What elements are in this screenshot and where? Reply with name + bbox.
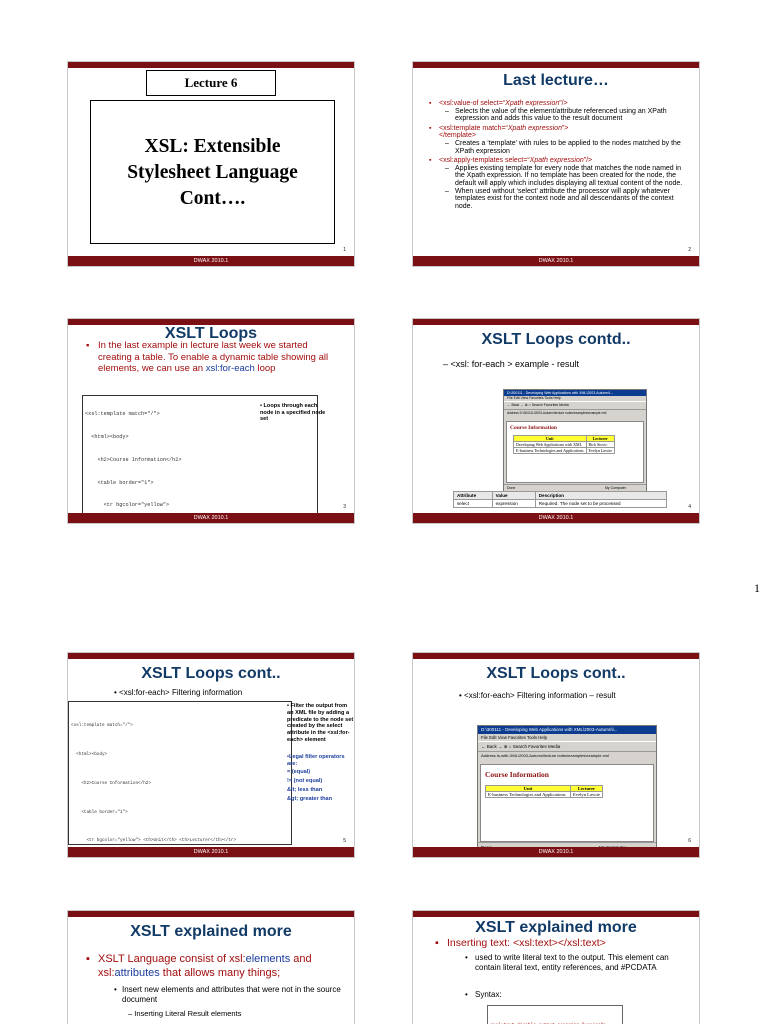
slide-footer bbox=[68, 847, 354, 857]
bullet-list bbox=[429, 100, 691, 210]
table-cell: Developing Web Applications with XML bbox=[514, 442, 587, 448]
slide-title: XSLT Loops cont.. bbox=[486, 665, 626, 682]
bullet-text: <xsl:value-of select=“ bbox=[439, 100, 506, 107]
subtitle: – <xsl: for-each > example - result bbox=[443, 359, 580, 369]
sub-bullet-text: Creates a ‘template’ with rules to be applied to the nodes matched by the XPath expression bbox=[455, 139, 681, 155]
code-line: <html><body> bbox=[71, 751, 108, 757]
bullet-marker: ▪ bbox=[429, 100, 432, 107]
header-cell: Attribute bbox=[454, 492, 493, 500]
bullet-item bbox=[435, 937, 606, 949]
bullet-emphasis: Xpath expression bbox=[505, 100, 560, 107]
table-cell: select bbox=[454, 500, 493, 508]
bullet-text: ”> bbox=[561, 124, 569, 132]
header-cell: Lecturer bbox=[586, 436, 614, 442]
zone-text: My Computer bbox=[604, 486, 626, 490]
subtitle: • <xsl:for-each> Filtering information – result bbox=[459, 691, 616, 700]
slide-title: XSLT explained more bbox=[130, 923, 292, 940]
bullet-marker: ▪ bbox=[429, 124, 432, 132]
sub-bullet bbox=[465, 953, 695, 973]
sub-bullet bbox=[429, 108, 691, 123]
table-header-row bbox=[454, 492, 667, 500]
title-line: Stylesheet Language bbox=[127, 162, 298, 183]
attribute-table bbox=[453, 491, 667, 508]
header-cell: Unit bbox=[514, 436, 587, 442]
slide-2 bbox=[412, 61, 700, 267]
operators-note: •Legal filter operators are: bbox=[287, 753, 345, 767]
slide-footer bbox=[413, 256, 699, 266]
slide-6 bbox=[412, 652, 700, 858]
status-text: Done bbox=[507, 486, 516, 490]
slide-number: 3 bbox=[343, 504, 346, 510]
bullet-marker: ▪ bbox=[435, 937, 439, 949]
slide-8 bbox=[412, 910, 700, 1024]
footer-text: DWAX 2010.1 bbox=[193, 849, 229, 855]
operator-item: = (equal) bbox=[287, 769, 311, 776]
bullet-text: </template> bbox=[439, 132, 476, 140]
operator-item: &gt; greater than bbox=[287, 795, 333, 802]
filter-note: • Filter the output from an XML file by adding a predicate to the node set created by the select attribute in the <xsl:for-each> element bbox=[287, 703, 354, 743]
code-line: <table border="1"> bbox=[71, 809, 128, 815]
bullet-text: Inserting text: <xsl:text></xsl:text> bbox=[447, 937, 606, 949]
sub-bullet bbox=[429, 188, 691, 211]
bullet-emphasis: Xpath expression bbox=[529, 157, 584, 165]
sub-bullet bbox=[114, 985, 352, 1005]
menu-bar: File Edit View Favorites Tools Help bbox=[507, 396, 561, 400]
slide-footer bbox=[413, 513, 699, 523]
sub-bullet-text: Syntax: bbox=[475, 990, 502, 999]
dash-marker: – bbox=[445, 164, 449, 172]
bullet-text: XSLT Language consist of xsl: bbox=[98, 953, 246, 965]
bullet-text: that allows many things; bbox=[159, 967, 281, 979]
dash-marker: – bbox=[445, 107, 449, 115]
sub-bullet-text: Selects the value of the element/attribute referenced using an XPath expression and adds this value to the result document bbox=[455, 107, 667, 123]
code-line: <tr bgcolor="yellow"> bbox=[85, 502, 170, 509]
header-cell: Unit bbox=[486, 786, 571, 792]
bullet-text: and xsl: bbox=[98, 953, 312, 979]
slide-footer bbox=[68, 513, 354, 523]
bullet-item bbox=[86, 952, 355, 980]
slide-3 bbox=[67, 318, 355, 524]
sub-bullet bbox=[429, 140, 691, 155]
code-line: <xsl:template match="/"> bbox=[85, 411, 160, 418]
slide-title: XSLT explained more bbox=[475, 919, 637, 936]
sub-bullet-text: used to write literal text to the output. This element can contain literal text, entity references, and #PCDATA bbox=[475, 953, 669, 972]
bullet-text: ”/> bbox=[583, 157, 593, 165]
slide-number: 1 bbox=[343, 247, 346, 253]
slide-1 bbox=[67, 61, 355, 267]
code-line: <h2>Course Information</h2> bbox=[85, 456, 182, 463]
window-title: D:\300111 - Developing Web Applications with XML\2003-Autumn\l... bbox=[504, 390, 646, 396]
table-cell: E-business Technologies and Applications bbox=[514, 448, 587, 454]
slide-title: XSLT Loops contd.. bbox=[481, 331, 631, 348]
slide-number: 5 bbox=[343, 838, 346, 844]
slide-title bbox=[90, 134, 335, 212]
slide-top-bar bbox=[413, 319, 699, 325]
title-line: XSL: Extensible bbox=[144, 136, 281, 157]
dash-marker: – bbox=[445, 187, 449, 195]
code-line: <html><body> bbox=[85, 433, 129, 440]
lecture-label: Lecture 6 bbox=[184, 75, 238, 90]
slide-top-bar bbox=[413, 653, 699, 659]
sub-sub-bullet: – Inserting Literal Result elements bbox=[128, 1009, 242, 1018]
operator-item: &lt; less than bbox=[287, 786, 323, 793]
sub-bullet bbox=[465, 990, 502, 1000]
side-note: • Loops through each node in a specified node set bbox=[260, 403, 326, 422]
address-bar: Address ts-with-XML\2003-Autumn\lecture notes\examples\example.xml bbox=[481, 753, 609, 758]
table-row bbox=[514, 448, 615, 454]
code-block bbox=[68, 701, 292, 845]
address-bar: Address D:\300111\2003-Autumn\lecture notes\examples\example.xml bbox=[507, 411, 607, 415]
lecture-label-box bbox=[146, 70, 276, 96]
table-row bbox=[514, 442, 615, 448]
slide-number: 2 bbox=[688, 247, 691, 253]
code-line: <h2>Course Information</h2> bbox=[71, 780, 151, 786]
intro-text: loop bbox=[254, 363, 276, 374]
footer-text: DWAX 2010.1 bbox=[193, 515, 229, 521]
browser-screenshot bbox=[503, 389, 647, 492]
course-table bbox=[485, 785, 603, 798]
table-cell: expression bbox=[492, 500, 535, 508]
bullet-keyword: attributes bbox=[114, 967, 160, 979]
menu-bar: File Edit View Favorites Tools Help bbox=[481, 735, 547, 740]
slide-title: Last lecture… bbox=[503, 72, 609, 89]
bullet-text: <xsl:template match=“ bbox=[439, 124, 508, 132]
slide-4 bbox=[412, 318, 700, 524]
slide-7 bbox=[67, 910, 355, 1024]
browser-screenshot bbox=[477, 725, 657, 853]
code-line: <xsl:template match="/"> bbox=[71, 723, 133, 729]
slide-title: XSLT Loops cont.. bbox=[141, 665, 281, 682]
bullet-marker: • bbox=[465, 990, 468, 999]
page-area bbox=[480, 764, 654, 842]
slide-top-bar bbox=[413, 911, 699, 917]
page-heading: Course Information bbox=[510, 425, 557, 431]
table-cell: Rick Stovic bbox=[586, 442, 614, 448]
header-cell: Description bbox=[535, 492, 666, 500]
bullet-text: <xsl:apply-templates select=“ bbox=[439, 157, 530, 165]
table-row bbox=[486, 792, 603, 798]
slide-title: XSLT Loops bbox=[164, 325, 258, 342]
bullet-item bbox=[429, 125, 691, 140]
table-cell: Required. The node set to be processed bbox=[535, 500, 666, 508]
page-number: 1 bbox=[754, 581, 760, 595]
slide-top-bar bbox=[413, 62, 699, 68]
page-area bbox=[506, 421, 644, 483]
operator-item: != (not equal) bbox=[287, 778, 323, 785]
toolbar: ← Back → ⊗ ⌂ Search Favorites Media bbox=[478, 741, 656, 752]
slide-number: 4 bbox=[688, 504, 691, 510]
window-title: D:\300111 - Developing Web Applications with XML\2003-Autumn\l... bbox=[478, 726, 656, 734]
sub-bullet-text: Insert new elements and attributes that were not in the source document bbox=[122, 985, 341, 1004]
slide-top-bar bbox=[68, 62, 354, 68]
bullet-item bbox=[429, 100, 691, 108]
bullet-marker: ▪ bbox=[86, 953, 90, 965]
subtitle: • <xsl:for-each> Filtering information bbox=[114, 688, 243, 697]
bullet-keyword: elements bbox=[245, 953, 291, 965]
side-note bbox=[287, 703, 355, 803]
slide-footer bbox=[68, 256, 354, 266]
slide-footer bbox=[413, 847, 699, 857]
code-line: <tr bgcolor="yellow"> <th>Unit</th> <th>Lecturer</th></tr> bbox=[71, 838, 237, 844]
bullet-marker: ▪ bbox=[429, 157, 432, 165]
title-line: Cont…. bbox=[179, 188, 246, 209]
sub-bullet-text: When used without ‘select’ attribute the processor will apply whatever templates exist for the context node and all descendants of the context node. bbox=[455, 187, 674, 210]
bullet-emphasis: Xpath expression bbox=[507, 124, 562, 132]
page-heading: Course Information bbox=[485, 770, 549, 779]
slide-top-bar bbox=[68, 653, 354, 659]
bullet-marker: ▪ bbox=[86, 340, 90, 351]
status-bar bbox=[504, 484, 646, 491]
header-cell: Value bbox=[492, 492, 535, 500]
toolbar: ← Back → ⊗ ⌂ Search Favorites Media bbox=[504, 401, 646, 410]
table-row bbox=[454, 500, 667, 508]
sub-bullet-text: Applies existing template for every node that matches the node named in the Xpath expression. If no template has been created for the node, the default will apply which includes displaying all textual content of the node. bbox=[455, 164, 683, 187]
dash-marker: – bbox=[445, 139, 449, 147]
code-line: <table border="1"> bbox=[85, 479, 154, 486]
table-cell: E-business Technologies and Applications bbox=[486, 792, 571, 798]
footer-text: DWAX 2010.1 bbox=[538, 849, 574, 855]
footer-text: DWAX 2010.1 bbox=[538, 515, 574, 521]
bullet-text: ”/> bbox=[559, 100, 568, 107]
bullet-item bbox=[429, 157, 691, 165]
intro-keyword: xsl:for-each bbox=[205, 363, 255, 374]
bullet-marker: • bbox=[114, 985, 117, 994]
slide-top-bar bbox=[68, 911, 354, 917]
table-cell: Evelyn Lavoie bbox=[571, 792, 603, 798]
bullet-marker: • bbox=[465, 953, 468, 962]
footer-text: DWAX 2010.1 bbox=[538, 258, 574, 264]
footer-text: DWAX 2010.1 bbox=[193, 258, 229, 264]
table-cell: Evelyn Lavoie bbox=[586, 448, 614, 454]
slide-number: 6 bbox=[688, 838, 691, 844]
intro-bullet bbox=[86, 340, 338, 375]
header-cell: Lecturer bbox=[571, 786, 603, 792]
course-table bbox=[513, 435, 615, 454]
syntax-code-block bbox=[487, 1005, 623, 1024]
intro-text: In the last example in lecture last week we started creating a table. To enable a dynamic table showing all elements, we can use an bbox=[98, 340, 329, 374]
slide-5 bbox=[67, 652, 355, 858]
sub-bullet bbox=[429, 165, 691, 188]
